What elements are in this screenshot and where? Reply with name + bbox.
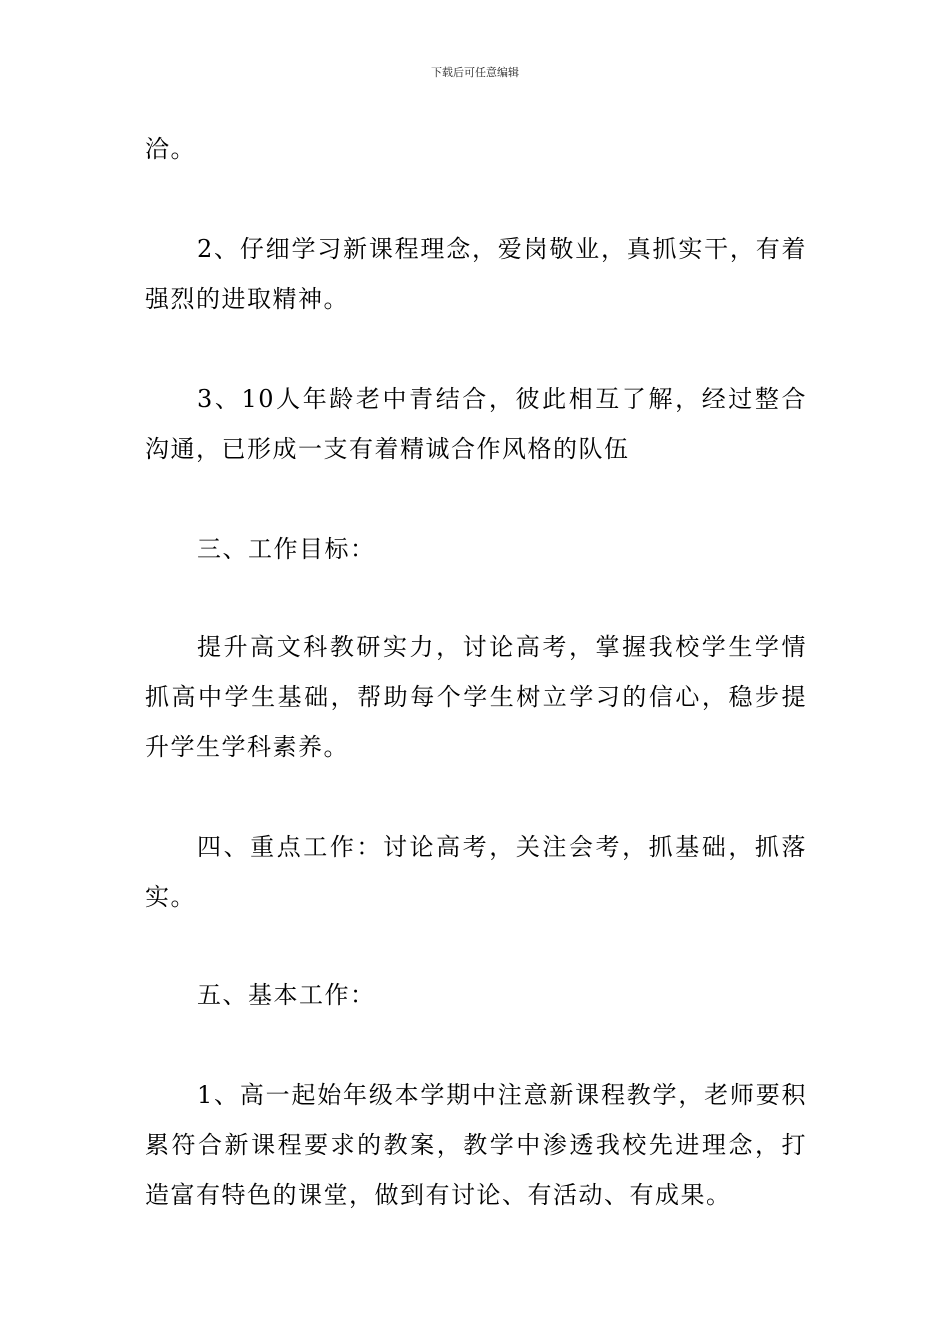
section-heading-basic-work: 五、基本工作： (197, 981, 376, 1009)
paragraph-basic-work-1: 1、高一起始年级本学期中注意新课程教学，老师要积累符合新课程要求的教案，教学中渗透我校先进理念，打造富有特色的课堂，做到有讨论、有活动、有成果。 (145, 1081, 807, 1209)
paragraph-goals: 提升高文科教研实力，讨论高考，掌握我校学生学情抓高中学生基础，帮助每个学生树立学习的信心，稳步提升学生学科素养。 (145, 633, 807, 761)
page-header: 下载后可任意编辑 (431, 66, 519, 79)
paragraph-continuation: 洽。 (145, 135, 196, 163)
paragraph-item-3: 3、10人年龄老中青结合，彼此相互了解，经过整合沟通，已形成一支有着精诚合作风格的队伍 (145, 385, 807, 463)
paragraph-item-2: 2、仔细学习新课程理念，爱岗敬业，真抓实干，有着强烈的进取精神。 (145, 235, 807, 313)
section-heading-key-work: 四、重点工作：讨论高考，关注会考，抓基础，抓落实。 (145, 833, 807, 911)
section-heading-goals: 三、工作目标： (197, 535, 376, 563)
